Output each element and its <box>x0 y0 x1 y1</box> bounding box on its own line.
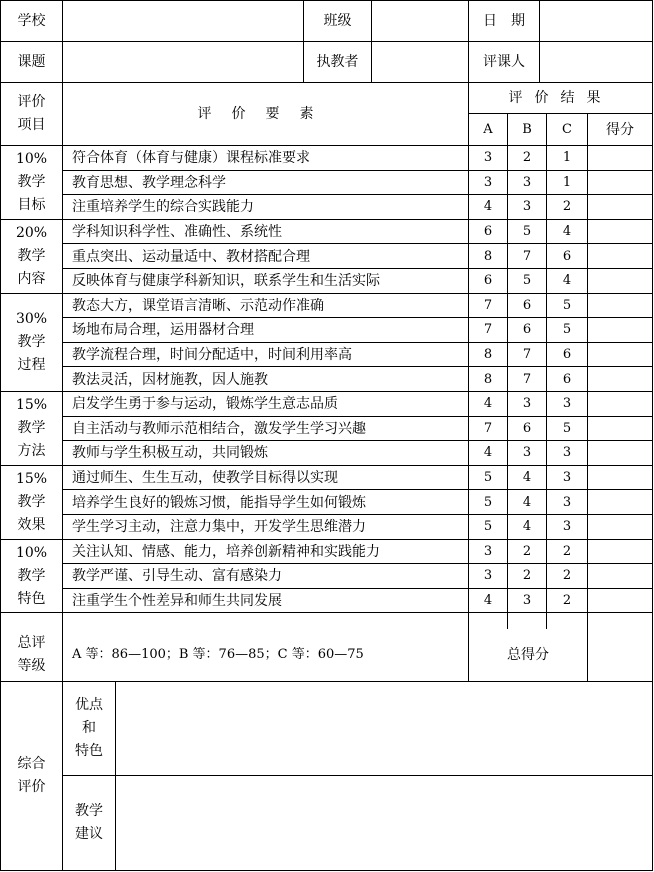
topic-label: 课题 <box>17 54 46 70</box>
grade-b-value: 3 <box>522 445 532 461</box>
grade-a-value: 7 <box>483 322 493 338</box>
grade-b-value: 4 <box>522 519 532 535</box>
score-cell[interactable] <box>588 171 652 196</box>
grade-a-value: 8 <box>483 371 493 387</box>
grade-c-value: 5 <box>562 297 572 313</box>
grade-b-value: 2 <box>522 543 532 559</box>
score-cell[interactable] <box>588 195 652 220</box>
teacher-label: 执教者 <box>316 54 359 70</box>
grade-c-value: 5 <box>562 322 572 338</box>
criterion-text: 教态大方，课堂语言清晰、示范动作准确 <box>72 297 324 314</box>
grade-b-value: 3 <box>522 593 532 609</box>
score-cell[interactable] <box>588 392 652 417</box>
grade-c-value: 6 <box>562 347 572 363</box>
strengths-field[interactable] <box>116 682 652 775</box>
grade-b-value: 6 <box>522 420 532 436</box>
grade-a-value: 5 <box>483 519 493 535</box>
grade-a-value: 3 <box>483 568 493 584</box>
grade-a-value: 3 <box>483 150 493 166</box>
grade-a-value: 5 <box>483 494 493 510</box>
result-column-header: 评价结果 <box>508 90 613 106</box>
grade-c-value: 4 <box>562 224 572 240</box>
suggestions-label: 教学 建议 <box>75 803 103 842</box>
grade-a-value: 3 <box>483 543 493 559</box>
evaluator-field[interactable] <box>540 42 652 82</box>
class-label: 班级 <box>323 13 352 29</box>
grade-a-value: 6 <box>483 273 493 289</box>
grade-label: 总评 等级 <box>17 635 46 674</box>
score-cell[interactable] <box>588 269 652 294</box>
date-field[interactable] <box>540 1 652 41</box>
score-cell[interactable] <box>588 564 652 589</box>
grade-b-value: 6 <box>522 297 532 313</box>
grade-b-value: 4 <box>522 494 532 510</box>
criterion-text: 教学严谨、引导生动、富有感染力 <box>72 568 282 585</box>
elements-column-header: 评价要素 <box>197 106 334 122</box>
grade-b-value: 2 <box>522 150 532 166</box>
criterion-text: 教师与学生积极互动，共同锻炼 <box>72 445 268 462</box>
grade-b-value: 7 <box>522 248 532 264</box>
criterion-text: 启发学生勇于参与运动，锻炼学生意志品质 <box>72 396 338 413</box>
grade-a-value: 4 <box>483 199 493 215</box>
grade-b-value: 7 <box>522 347 532 363</box>
grade-c-value: 5 <box>562 420 572 436</box>
grade-c-value: 2 <box>562 199 572 215</box>
score-cell[interactable] <box>588 318 652 343</box>
score-column-header: 得分 <box>606 121 634 138</box>
grid-line <box>652 0 653 871</box>
strengths-label: 优点 和 特色 <box>75 697 103 759</box>
suggestions-field[interactable] <box>116 776 652 870</box>
score-cell[interactable] <box>588 515 652 540</box>
criterion-text: 培养学生良好的锻炼习惯，能指导学生如何锻炼 <box>72 494 366 511</box>
grade-b-value: 6 <box>522 322 532 338</box>
item-column-header: 评价 项目 <box>17 94 46 133</box>
grade-b-value: 3 <box>522 199 532 215</box>
grade-a-header: A <box>483 121 493 137</box>
criterion-text: 注重学生个性差异和师生共同发展 <box>72 593 282 610</box>
grade-a-value: 3 <box>483 174 493 190</box>
section-label: 30% 教学 过程 <box>15 311 48 374</box>
score-cell[interactable] <box>588 540 652 565</box>
grade-c-value: 2 <box>562 593 572 609</box>
grade-c-value: 6 <box>562 248 572 264</box>
school-field[interactable] <box>63 1 303 41</box>
criterion-text: 教法灵活，因材施教，因人施教 <box>72 371 268 388</box>
criterion-text: 场地布局合理，运用器材合理 <box>72 322 254 339</box>
grade-a-value: 8 <box>483 347 493 363</box>
score-cell[interactable] <box>588 466 652 491</box>
grade-scale: A 等：86—100；B 等：76—85；C 等：60—75 <box>72 647 364 662</box>
criterion-text: 通过师生、生生互动，使教学目标得以实现 <box>72 470 338 487</box>
grade-c-header: C <box>562 121 572 137</box>
grade-c-value: 2 <box>562 543 572 559</box>
total-score-field[interactable] <box>588 629 652 681</box>
score-cell[interactable] <box>588 244 652 269</box>
teacher-field[interactable] <box>372 42 468 82</box>
grade-c-value: 4 <box>562 273 572 289</box>
score-cell[interactable] <box>588 343 652 368</box>
section-label: 20% 教学 内容 <box>15 225 48 288</box>
criterion-text: 学生学习主动，注意力集中，开发学生思维潜力 <box>72 519 366 536</box>
grade-c-value: 3 <box>562 494 572 510</box>
topic-field[interactable] <box>63 42 303 82</box>
grade-a-value: 7 <box>483 297 493 313</box>
criterion-text: 教育思想、教学理念科学 <box>72 174 226 191</box>
score-cell[interactable] <box>588 367 652 392</box>
grade-a-value: 7 <box>483 420 493 436</box>
criterion-text: 教学流程合理，时间分配适中，时间利用率高 <box>72 347 352 364</box>
grade-b-value: 7 <box>522 371 532 387</box>
grade-c-value: 6 <box>562 371 572 387</box>
score-cell[interactable] <box>588 441 652 466</box>
grid-line <box>62 145 63 629</box>
score-cell[interactable] <box>588 146 652 171</box>
total-score-label: 总得分 <box>507 647 549 663</box>
score-cell[interactable] <box>588 417 652 442</box>
grade-c-value: 3 <box>562 470 572 486</box>
grade-c-value: 3 <box>562 445 572 461</box>
criterion-text: 关注认知、情感、能力，培养创新精神和实践能力 <box>72 543 380 560</box>
date-label: 日 期 <box>483 13 525 29</box>
school-label: 学校 <box>17 13 46 29</box>
grade-c-value: 1 <box>562 174 572 190</box>
section-label: 15% 教学 方法 <box>15 397 48 460</box>
grid-line <box>0 870 653 871</box>
score-cell[interactable] <box>588 589 652 614</box>
grade-b-value: 3 <box>522 396 532 412</box>
grade-b-value: 5 <box>522 224 532 240</box>
criterion-text: 学科知识科学性、准确性、系统性 <box>72 224 282 241</box>
criterion-text: 反映体育与健康学科新知识，联系学生和生活实际 <box>72 273 380 290</box>
grade-a-value: 8 <box>483 248 493 264</box>
grade-c-value: 3 <box>562 519 572 535</box>
grade-a-value: 5 <box>483 470 493 486</box>
criterion-text: 自主活动与教师示范相结合，激发学生学习兴趣 <box>72 420 366 437</box>
grade-b-value: 5 <box>522 273 532 289</box>
grade-c-value: 3 <box>562 396 572 412</box>
section-label: 10% 教学 特色 <box>15 544 48 607</box>
class-field[interactable] <box>372 1 468 41</box>
criterion-text: 符合体育（体育与健康）课程标准要求 <box>72 150 310 167</box>
score-cell[interactable] <box>588 490 652 515</box>
criterion-text: 注重培养学生的综合实践能力 <box>72 199 254 216</box>
grid-line <box>62 628 63 682</box>
grade-b-value: 2 <box>522 568 532 584</box>
score-cell[interactable] <box>588 294 652 319</box>
section-label: 10% 教学 目标 <box>15 151 48 214</box>
grade-b-value: 4 <box>522 470 532 486</box>
grade-c-value: 1 <box>562 150 572 166</box>
section-label: 15% 教学 效果 <box>15 471 48 534</box>
grade-a-value: 4 <box>483 593 493 609</box>
overall-label: 综合 评价 <box>17 756 46 795</box>
score-cell[interactable] <box>588 220 652 245</box>
grade-b-value: 3 <box>522 174 532 190</box>
grade-b-header: B <box>522 121 532 137</box>
criterion-text: 重点突出、运动量适中、教材搭配合理 <box>72 248 310 265</box>
grade-c-value: 2 <box>562 568 572 584</box>
grade-a-value: 4 <box>483 396 493 412</box>
evaluator-label: 评课人 <box>483 54 525 70</box>
grade-a-value: 4 <box>483 445 493 461</box>
grade-a-value: 6 <box>483 224 493 240</box>
